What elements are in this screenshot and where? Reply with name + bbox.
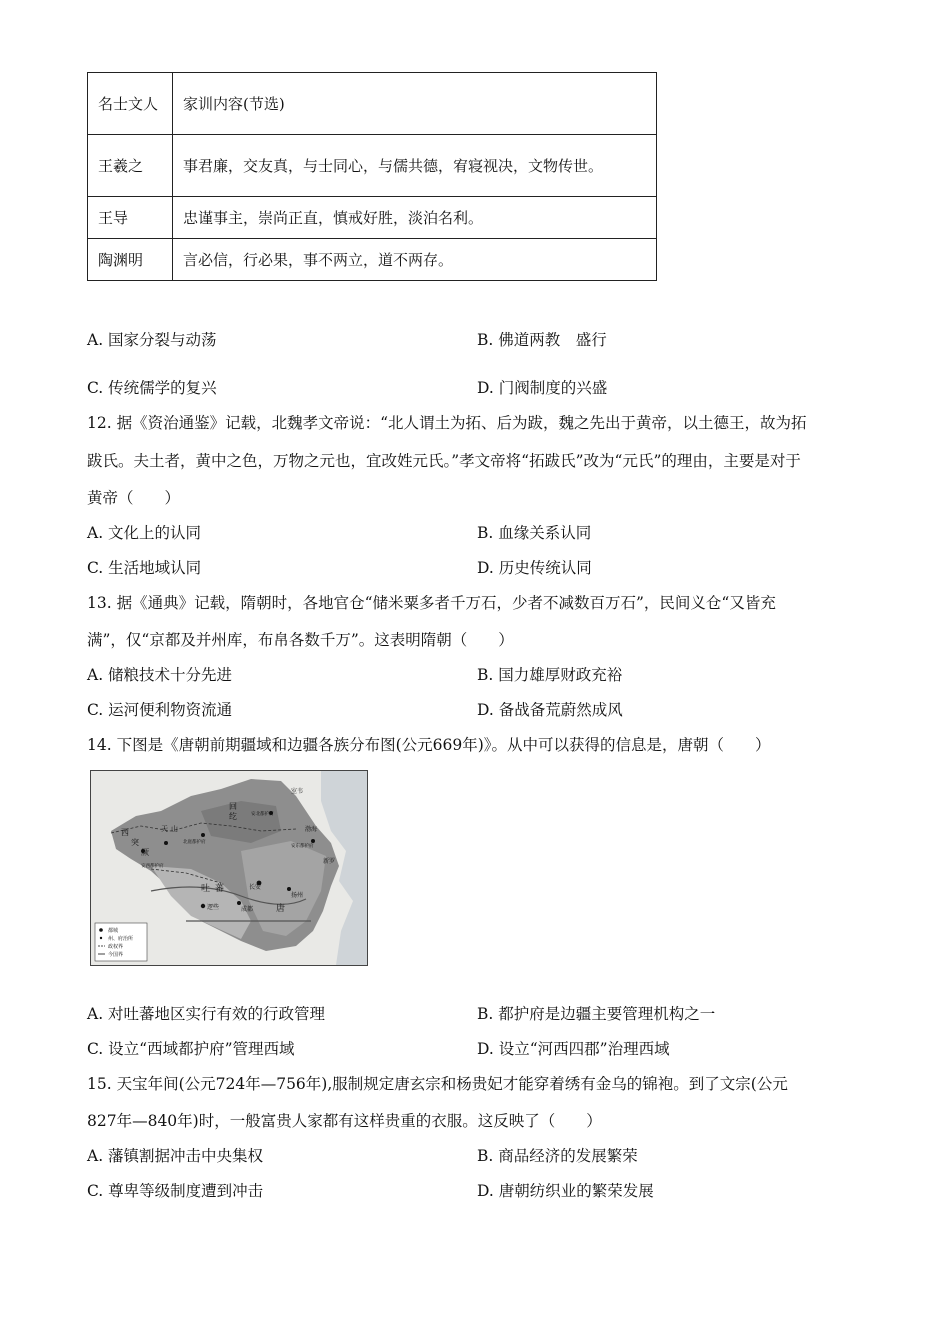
table-cell: 王导 bbox=[88, 197, 173, 239]
q15-option-a: A. 藩镇割据冲击中央集权 bbox=[87, 1147, 264, 1165]
map-label: 厥 bbox=[141, 848, 149, 857]
map-label: 唐 bbox=[276, 904, 286, 914]
map-label: 扬州 bbox=[291, 892, 304, 899]
map-label: 纥 bbox=[229, 812, 237, 821]
map-label: 逻些 bbox=[207, 904, 220, 911]
table-row bbox=[88, 135, 657, 197]
q14-option-c: C. 设立“西域都护府”管理西域 bbox=[87, 1040, 295, 1058]
table-header-cell: 家训内容(节选) bbox=[173, 73, 657, 135]
map-label: 成都 bbox=[241, 906, 254, 913]
map-label: 新罗 bbox=[323, 858, 336, 865]
family-instructions-table bbox=[87, 72, 657, 281]
map-label: 安东都护府 bbox=[291, 844, 314, 849]
q13-option-c: C. 运河便利物资流通 bbox=[87, 701, 233, 719]
map-label: 突 bbox=[131, 838, 139, 847]
map-label: 安西都护府 bbox=[141, 864, 164, 869]
table-row bbox=[88, 197, 657, 239]
map-label: 回 bbox=[229, 802, 237, 811]
q15-stem-line: 15. 天宝年间(公元724年—756年),服制规定唐玄宗和杨贵妃才能穿着绣有金乌的锦袍。到了文宗(公元 bbox=[87, 1075, 788, 1093]
q14-stem-line: 14. 下图是《唐朝前期疆域和边疆各族分布图(公元669年)》。从中可以获得的信息是，唐朝（ ） bbox=[87, 736, 771, 754]
map-label: 室韦 bbox=[291, 788, 304, 795]
q14-option-d: D. 设立“河西四郡”治理西域 bbox=[477, 1040, 670, 1058]
table-cell: 言必信，行必果，事不两立，道不两存。 bbox=[173, 239, 657, 281]
q13-stem-line: 13. 据《通典》记载，隋朝时，各地官仓“储米粟多者千万石，少者不减数百万石”，民间义仓“又皆充 bbox=[87, 594, 776, 612]
q15-option-b: B. 商品经济的发展繁荣 bbox=[477, 1147, 638, 1165]
q12-stem-line: 12. 据《资治通鉴》记载，北魏孝文帝说：“北人谓土为拓、后为跋，魏之先出于黄帝，以土德王，故为拓 bbox=[87, 414, 807, 432]
map-label: 山 bbox=[171, 825, 178, 833]
legend-label: 都城 bbox=[108, 928, 119, 934]
map-drawing bbox=[91, 771, 367, 965]
map-label: 安北都护府 bbox=[251, 812, 274, 817]
q13-option-a: A. 储粮技术十分先进 bbox=[87, 666, 233, 684]
legend-label: 政权界 bbox=[108, 944, 124, 950]
q11-option-b: B. 佛道两教 盛行 bbox=[477, 331, 607, 349]
map-label: 渤海 bbox=[305, 826, 318, 833]
map-label: 吐 bbox=[201, 884, 211, 894]
legend-label: 今国界 bbox=[108, 952, 124, 958]
q12-stem-line: 黄帝（ ） bbox=[87, 489, 181, 507]
legend-label: 州、府治所 bbox=[108, 936, 134, 942]
map-label: 西 bbox=[121, 828, 129, 837]
map-label: 北庭都护府 bbox=[183, 840, 206, 845]
map-label: 长安 bbox=[249, 884, 262, 891]
q14-option-a: A. 对吐蕃地区实行有效的行政管理 bbox=[87, 1005, 326, 1023]
q13-option-b: B. 国力雄厚财政充裕 bbox=[477, 666, 623, 684]
q15-option-c: C. 尊卑等级制度遭到冲击 bbox=[87, 1182, 264, 1200]
q12-option-a: A. 文化上的认同 bbox=[87, 524, 202, 542]
q12-option-c: C. 生活地域认同 bbox=[87, 559, 202, 577]
table-row bbox=[88, 239, 657, 281]
table-cell: 事君廉，交友真，与士同心，与儒共德，宥寝视决，文物传世。 bbox=[173, 135, 657, 197]
q11-option-d: D. 门阀制度的兴盛 bbox=[477, 379, 608, 397]
q15-option-d: D. 唐朝纺织业的繁荣发展 bbox=[477, 1182, 654, 1200]
q11-option-c: C. 传统儒学的复兴 bbox=[87, 379, 217, 397]
table-cell: 陶渊明 bbox=[88, 239, 173, 281]
q12-option-b: B. 血缘关系认同 bbox=[477, 524, 592, 542]
map-label: 蕃 bbox=[215, 884, 225, 894]
tang-territory-map bbox=[90, 770, 368, 966]
map-legend bbox=[95, 923, 147, 961]
q13-option-d: D. 备战备荒蔚然成风 bbox=[477, 701, 623, 719]
q12-option-d: D. 历史传统认同 bbox=[477, 559, 592, 577]
q12-stem-line: 跋氏。夫土者，黄中之色，万物之元也，宜改姓元氏。”孝文帝将“拓跋氏”改为“元氏”的理由，主要是对于 bbox=[87, 452, 801, 470]
table-header-row bbox=[88, 73, 657, 135]
q11-option-a: A. 国家分裂与动荡 bbox=[87, 331, 217, 349]
q14-option-b: B. 都护府是边疆主要管理机构之一 bbox=[477, 1005, 716, 1023]
q15-stem-line: 827年—840年)时，一般富贵人家都有这样贵重的衣服。这反映了（ ） bbox=[87, 1112, 602, 1130]
table-cell: 忠谨事主，崇尚正直，慎戒好胜，淡泊名利。 bbox=[173, 197, 657, 239]
table-header-cell: 名士文人 bbox=[88, 73, 173, 135]
map-label: 天 bbox=[161, 825, 168, 833]
table-cell: 王羲之 bbox=[88, 135, 173, 197]
q13-stem-line: 满”，仅“京都及并州库，布帛各数千万”。这表明隋朝（ ） bbox=[87, 631, 514, 649]
